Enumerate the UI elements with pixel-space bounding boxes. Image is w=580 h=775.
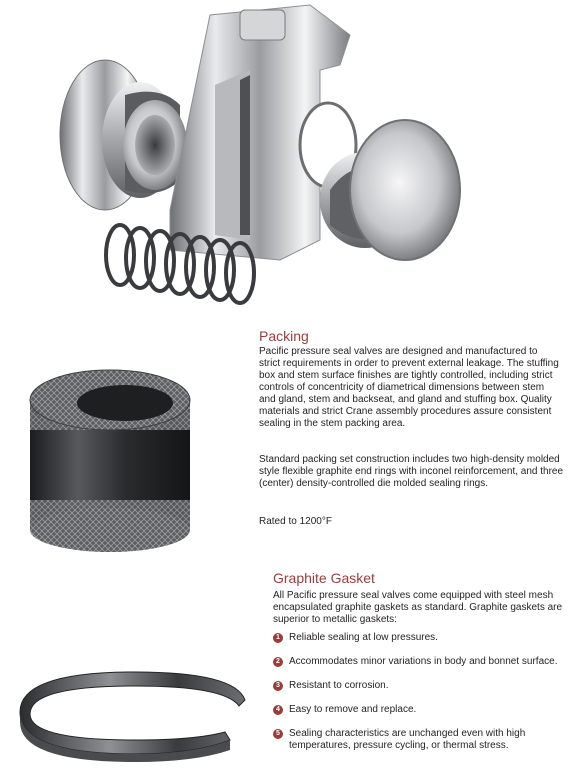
list-item	[273, 680, 578, 692]
list-item	[273, 656, 578, 668]
list-item-text: Reliable sealing at low pressures.	[289, 632, 438, 643]
list-item-text: Sealing characteristics are unchanged even with high temperatures, pressure cycling, or thermal stress.	[289, 728, 526, 751]
numbered-bullet-icon: 2	[273, 657, 283, 667]
split-ring-image	[0, 640, 270, 775]
packing-heading: Packing	[259, 328, 309, 344]
list-item	[273, 704, 578, 716]
list-item-text: Accommodates minor variations in body and bonnet surface.	[289, 656, 558, 667]
packing-construction: Standard packing set construction includes two high-density molded style flexible graphite end rings with inconel reinforcement, and three (center) density-controlled die molded sealing rings.	[259, 454, 564, 489]
numbered-bullet-icon: 5	[273, 729, 283, 739]
list-item	[273, 728, 578, 752]
packing-rating: Rated to 1200°F	[259, 516, 332, 527]
left-bonnet-part	[60, 60, 187, 210]
valve-parts-illustration	[30, 0, 470, 330]
list-item	[273, 632, 578, 644]
packing-ring-image	[0, 345, 255, 565]
packing-description: Pacific pressure seal valves are designed and manufactured to strict requirements in order to prevent external leakage. The stuffing box and stem surface finishes are tightly controlled, including strict controls of concentricity of diametrical dimensions between stem and gland, stem and backseat, and gland and stuffing box. Quality materials and strict Crane assembly procedures assure consistent sealing in the stem packing area.	[259, 346, 559, 429]
numbered-bullet-icon: 3	[273, 681, 283, 691]
numbered-bullet-icon: 1	[273, 633, 283, 643]
gasket-benefits-list	[273, 632, 578, 752]
gasket-heading: Graphite Gasket	[273, 570, 375, 586]
gasket-intro: All Pacific pressure seal valves come equipped with steel mesh encapsulated graphite gaskets as standard. Graphite gaskets are superior to metallic gaskets:	[273, 590, 563, 625]
list-item-text: Resistant to corrosion.	[289, 680, 389, 691]
list-item-text: Easy to remove and replace.	[289, 704, 417, 715]
numbered-bullet-icon: 4	[273, 705, 283, 715]
